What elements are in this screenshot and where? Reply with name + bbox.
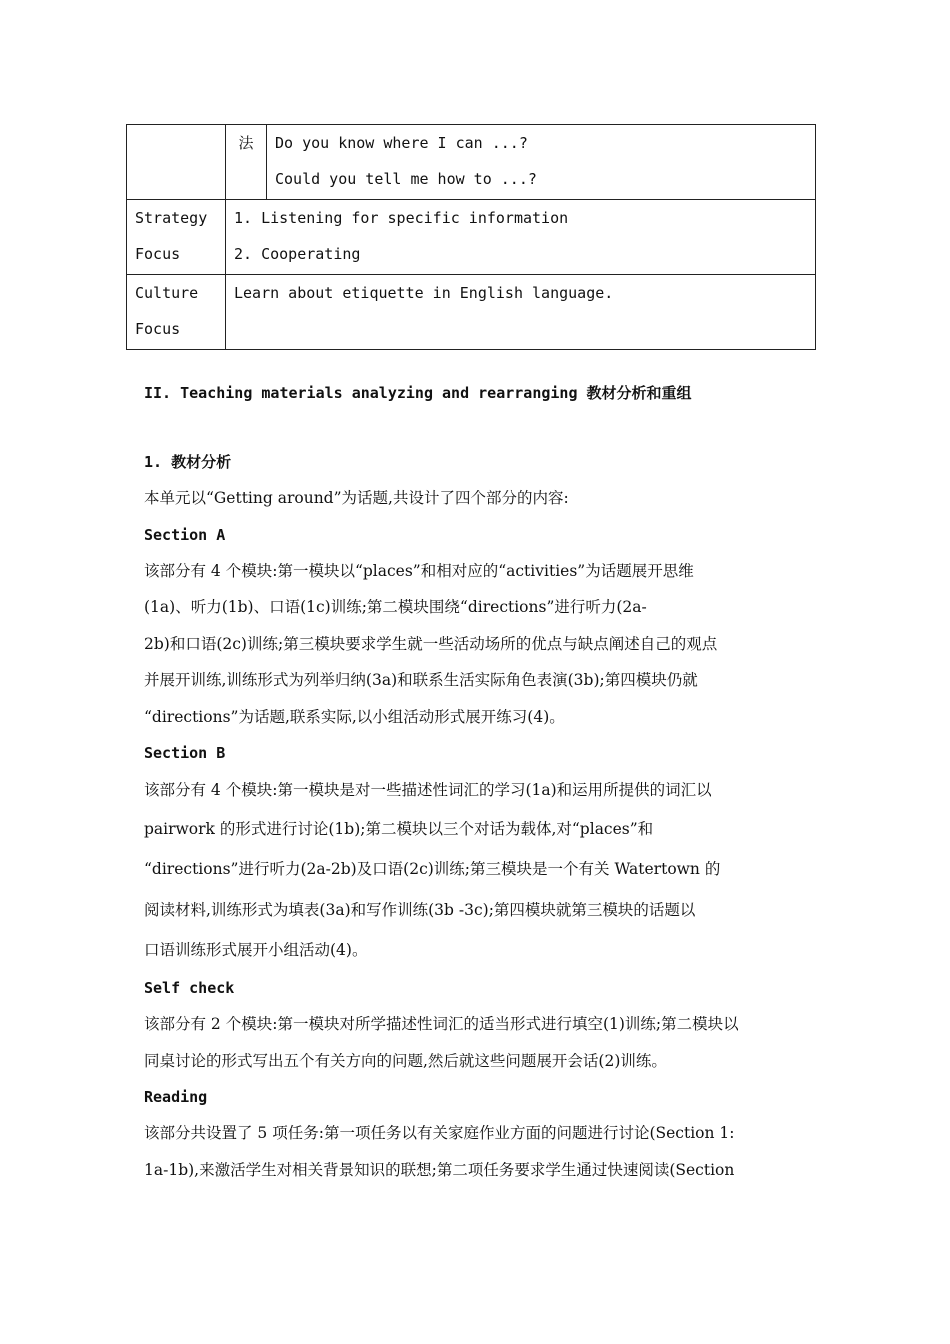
subheading: 1. 教材分析 — [144, 453, 232, 471]
focus-table — [126, 124, 816, 350]
paragraph-line: pairwork 的形式进行讨论(1b);第二模块以三个对话为载体,对“places”和 — [144, 820, 654, 838]
intro-paragraph: 本单元以“Getting around”为话题,共设计了四个部分的内容: — [144, 489, 569, 507]
paragraph-line: 该部分共设置了 5 项任务:第一项任务以有关家庭作业方面的问题进行讨论(Section 1: — [144, 1124, 735, 1142]
paragraph-line: 2b)和口语(2c)训练;第三模块要求学生就一些活动场所的优点与缺点阐述自己的观点 — [144, 634, 718, 653]
table-row — [127, 275, 816, 350]
section-title: Section B — [144, 744, 226, 762]
table-cell-method — [226, 125, 267, 200]
paragraph-line: 并展开训练,训练形式为列举归纳(3a)和联系生活实际角色表演(3b);第四模块仍就 — [144, 671, 698, 689]
method-char: 法 — [238, 134, 254, 152]
paragraph-line: “directions”为话题,联系实际,以小组活动形式展开练习(4)。 — [144, 707, 565, 726]
expression-line: Could you tell me how to ...? — [275, 170, 537, 188]
culture-focus-label: Culture Focus — [127, 275, 226, 350]
culture-focus-content — [226, 275, 816, 350]
expression-line: Do you know where I can ...? — [275, 134, 528, 152]
section-title: Section A — [144, 525, 226, 544]
table-cell-empty — [127, 125, 226, 200]
paragraph-line: 该部分有 4 个模块:第一模块是对一些描述性词汇的学习(1a)和运用所提供的词汇以 — [144, 781, 712, 799]
section-title: Self check — [144, 979, 235, 997]
strategy-line: 2. Cooperating — [234, 245, 361, 263]
document-body — [144, 444, 808, 1188]
table-cell-expressions — [267, 125, 816, 200]
paragraph-line: 1a-1b),来激活学生对相关背景知识的联想;第二项任务要求学生通过快速阅读(Section — [144, 1160, 735, 1179]
section-title: Reading — [144, 1088, 208, 1106]
strategy-line: 1. Listening for specific information — [234, 209, 569, 227]
paragraph-line: 同桌讨论的形式写出五个有关方向的问题,然后就这些问题展开会话(2)训练。 — [144, 1051, 667, 1070]
paragraph-line: “directions”进行听力(2a-2b)及口语(2c)训练;第三模块是一个有关 Watertown 的 — [144, 860, 721, 878]
paragraph-line: 该部分有 4 个模块:第一模块以“places”和相对应的“activities”为话题展开思维 — [144, 561, 694, 580]
paragraph-line: 阅读材料,训练形式为填表(3a)和写作训练(3b -3c);第四模块就第三模块的话题以 — [144, 901, 696, 919]
table-row — [127, 125, 816, 200]
strategy-focus-label: Strategy Focus — [127, 200, 226, 275]
section-heading: II. Teaching materials analyzing and rearranging 教材分析和重组 — [144, 384, 692, 402]
strategy-focus-content — [226, 200, 816, 275]
paragraph-line: 口语训练形式展开小组活动(4)。 — [144, 941, 368, 959]
culture-line: Learn about etiquette in English language. — [234, 284, 614, 302]
table-row — [127, 200, 816, 275]
paragraph-line: (1a)、听力(1b)、口语(1c)训练;第二模块围绕“directions”进行听力(2a- — [144, 598, 647, 616]
paragraph-line: 该部分有 2 个模块:第一模块对所学描述性词汇的适当形式进行填空(1)训练;第二模块以 — [144, 1015, 739, 1033]
